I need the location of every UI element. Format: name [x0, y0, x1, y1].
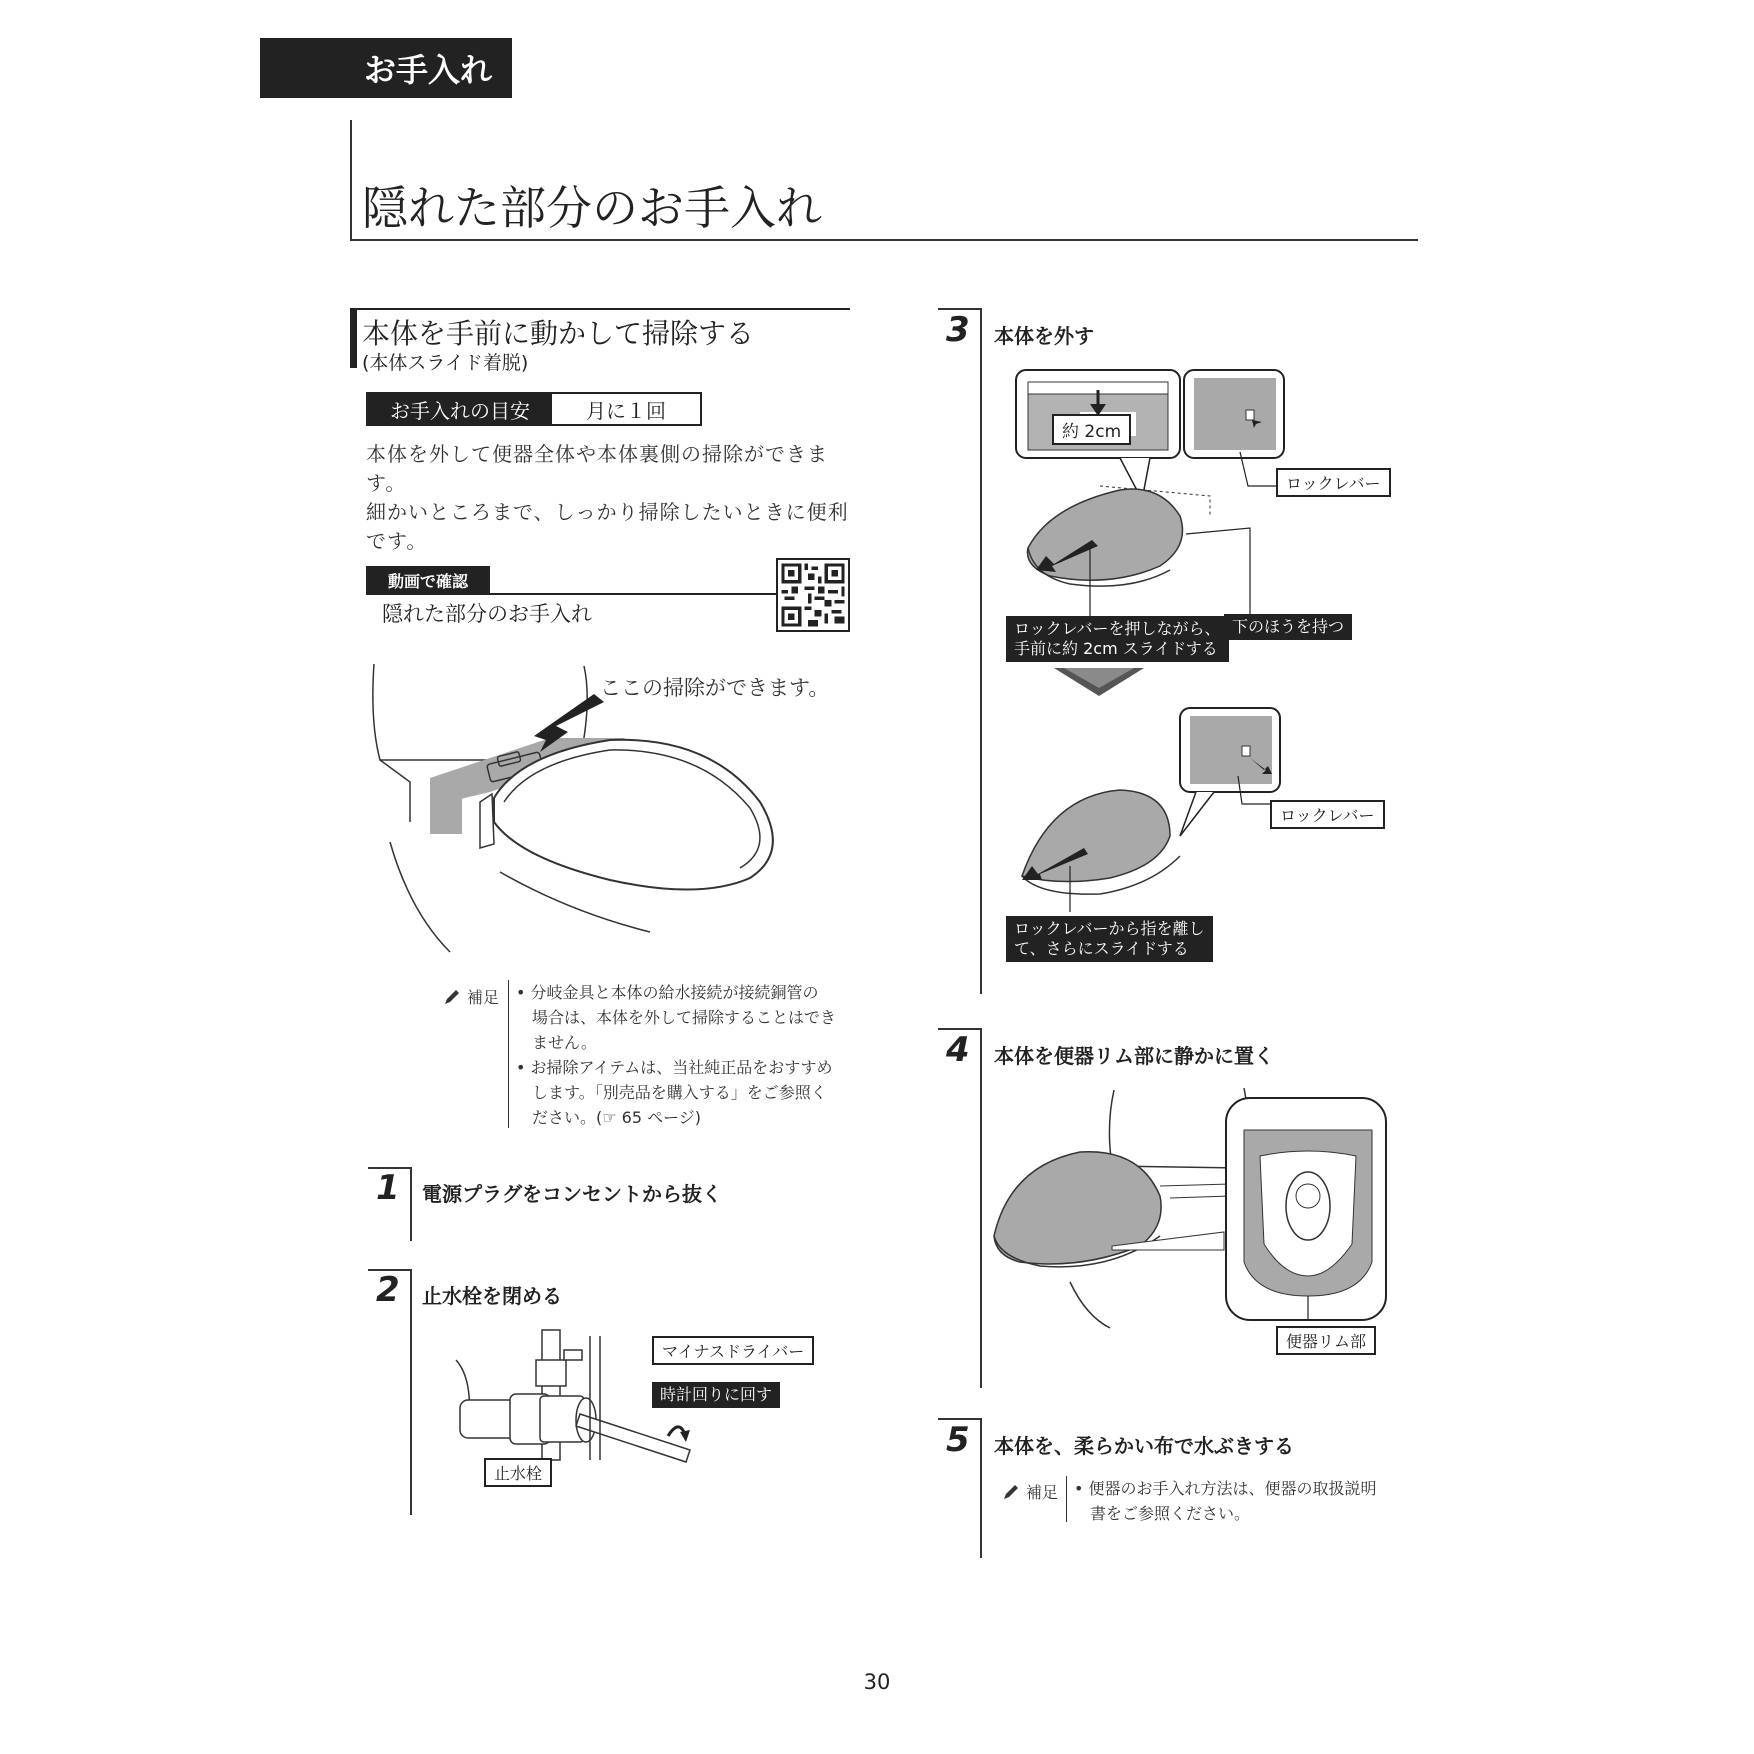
supplement-1-label: 補足: [467, 988, 500, 1007]
supplement-2-label: 補足: [1026, 1483, 1059, 1502]
supplement-1-line: ません。: [516, 1033, 597, 1052]
step-4-title: 本体を便器リム部に静かに置く: [994, 1044, 1274, 1068]
instruction-1b: 手前に約 2cm スライドする: [1014, 639, 1218, 658]
lock-lever-label-2: ロックレバー: [1270, 800, 1385, 829]
supplement-2-line: 書をご参照ください。: [1074, 1504, 1251, 1523]
lock-lever-label-1: ロックレバー: [1276, 468, 1391, 497]
step-4-bar: [980, 1028, 982, 1388]
step-5-rule: [938, 1418, 982, 1420]
supplement-1-bar: [508, 980, 509, 1128]
rim-label: 便器リム部: [1276, 1326, 1376, 1355]
step-3-instruction-2: [1006, 916, 1213, 962]
supplement-1-line: ださい。(☞ 65 ページ): [516, 1108, 702, 1127]
supplement-2-line: • 便器のお手入れ方法は、便器の取扱説明: [1074, 1479, 1377, 1498]
care-guide: [366, 392, 702, 426]
intro-text: [366, 440, 856, 556]
step-2-title: 止水栓を閉める: [422, 1284, 562, 1308]
supplement-2-head: [1002, 1480, 1058, 1503]
valve-label: 止水栓: [484, 1458, 552, 1487]
instruction-2b: て、さらにスライドする: [1014, 939, 1189, 958]
video-tag: 動画で確認: [366, 566, 490, 594]
supplement-1-line: • お掃除アイテムは、当社純正品をおすすめ: [516, 1058, 833, 1077]
step-2-number: 2: [376, 1270, 400, 1310]
supplement-1-text: [516, 980, 836, 1130]
subsection-title: 本体を手前に動かして掃除する: [362, 317, 755, 350]
page-title: 隠れた部分のお手入れ: [362, 181, 822, 235]
intro-line: 本体を外して便器全体や本体裏側の掃除ができま: [366, 442, 828, 466]
step-1-number: 1: [376, 1168, 400, 1208]
cleaning-hint-label: ここの掃除ができます。: [600, 676, 830, 700]
step-3-rule: [938, 308, 982, 310]
title-accent-bar: [350, 120, 352, 240]
supplement-1-line: します。「別売品を購入する」をご参照く: [516, 1083, 827, 1102]
step-1-rule: [368, 1167, 412, 1169]
care-guide-label: お手入れの目安: [368, 394, 552, 424]
qr-code-icon[interactable]: [776, 558, 850, 632]
step-5-number: 5: [946, 1420, 970, 1460]
supplement-2-text: [1074, 1476, 1377, 1526]
step-3-bar: [980, 308, 982, 994]
pencil-icon: [443, 988, 461, 1006]
intro-line: 細かいところまで、しっかり掃除したいときに便利: [366, 500, 849, 524]
supplement-2-bar: [1066, 1476, 1067, 1522]
video-rule: [366, 593, 776, 595]
subsection-rule: [350, 308, 850, 310]
step-2-bar: [410, 1269, 412, 1515]
subsection-bar: [350, 308, 357, 368]
cleaning-area-illustration: [370, 662, 800, 962]
step-2-rule: [368, 1269, 412, 1271]
screwdriver-label: マイナスドライバー: [652, 1336, 814, 1365]
remove-body-illustration: [1010, 366, 1410, 966]
supplement-1-head: [443, 985, 499, 1008]
step-3-title: 本体を外す: [994, 324, 1094, 348]
page-number: 30: [863, 1670, 891, 1694]
subsection-note: (本体スライド着脱): [362, 352, 529, 374]
intro-line: です。: [366, 529, 428, 553]
title-rule: [350, 239, 1418, 241]
intro-line: す。: [366, 471, 407, 495]
clockwise-label: 時計回りに回す: [652, 1382, 780, 1408]
pencil-icon: [1002, 1483, 1020, 1501]
instruction-1a: ロックレバーを押しながら、: [1014, 619, 1221, 638]
care-guide-value: 月に１回: [552, 394, 700, 424]
step-4-rule: [938, 1028, 982, 1030]
supplement-1-line: 場合は、本体を外して掃除することはでき: [516, 1008, 837, 1027]
hold-bottom-label: 下のほうを持つ: [1224, 614, 1352, 640]
step-3-instruction-1: [1006, 616, 1229, 662]
step-5-bar: [980, 1418, 982, 1558]
supplement-1-line: • 分岐金具と本体の給水接続が接続銅管の: [516, 983, 819, 1002]
section-tab: お手入れ: [260, 38, 512, 98]
distance-label: 約 2cm: [1052, 414, 1131, 445]
video-title[interactable]: 隠れた部分のお手入れ: [382, 602, 592, 626]
place-on-rim-illustration: [990, 1086, 1410, 1356]
instruction-2a: ロックレバーから指を離し: [1014, 919, 1205, 938]
step-4-number: 4: [946, 1030, 970, 1070]
step-3-number: 3: [946, 310, 970, 350]
step-1-title: 電源プラグをコンセントから抜く: [422, 1182, 722, 1206]
step-5-title: 本体を、柔らかい布で水ぶきする: [994, 1434, 1294, 1458]
step-1-bar: [410, 1167, 412, 1241]
